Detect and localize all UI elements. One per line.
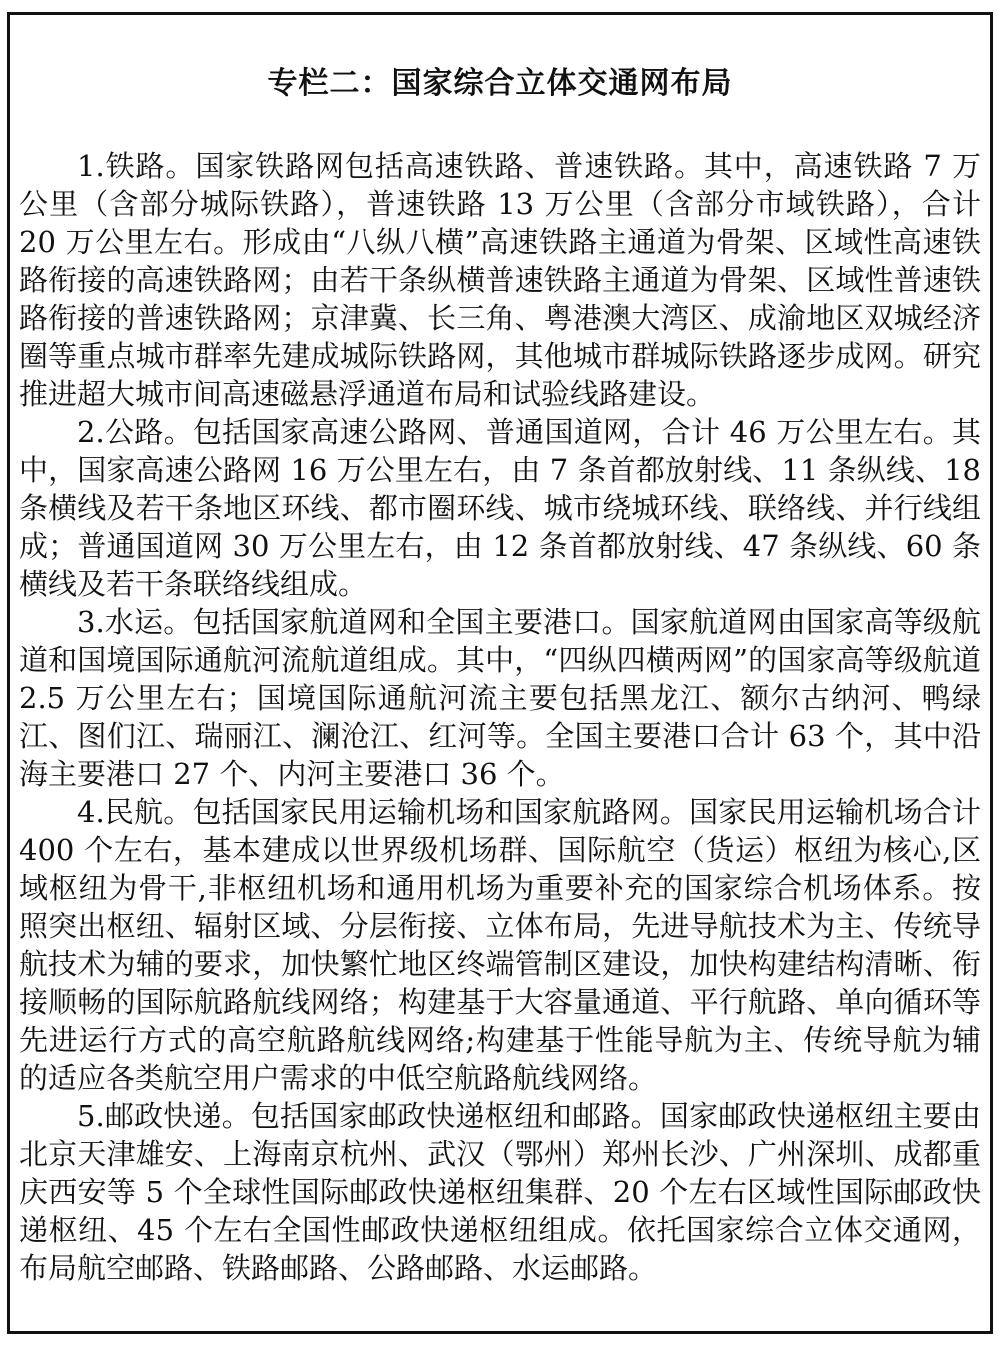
paragraph-water-transport: 3.水运。包括国家航道网和全国主要港口。国家航道网由国家高等级航道和国境国际通航河流航道组成。其中，“四纵四横两网”的国家高等级航道 2.5 万公里左右；国境国际通航河流主要包括黑龙江、额尔古纳河、鸭绿江、图们江、瑞丽江、澜沧江、红河等。全国主要港口合计 63 个，其中沿海主要港口 27 个、内河主要港口 36 个。 [19,605,981,791]
column-box-frame [7,12,993,1334]
column-title: 专栏二：国家综合立体交通网布局 [267,66,733,101]
column-body [19,147,981,1287]
paragraph-civil-aviation: 4.民航。包括国家民用运输机场和国家航路网。国家民用运输机场合计 400 个左右，基本建成以世界级机场群、国际航空（货运）枢纽为核心,区域枢纽为骨干,非枢纽机场和通用机场为重要补充的国家综合机场体系。按照突出枢纽、辐射区域、分层衔接、立体布局，先进导航技术为主、传统导航技术为辅的要求，加快繁忙地区终端管制区建设，加快构建结构清晰、衔接顺畅的国际航路航线网络；构建基于大容量通道、平行航路、单向循环等先进运行方式的高空航路航线网络;构建基于性能导航为主、传统导航为辅的适应各类航空用户需求的中低空航路航线网络。 [19,795,981,1095]
paragraph-highway: 2.公路。包括国家高速公路网、普通国道网，合计 46 万公里左右。其中，国家高速公路网 16 万公里左右，由 7 条首都放射线、11 条纵线、18 条横线及若干条地区环线、都市圈环线、城市绕城环线、联络线、并行线组成；普通国道网 30 万公里左右，由 12 条首都放射线、47 条纵线、60 条横线及若干条联络线组成。 [19,415,981,601]
paragraph-railway: 1.铁路。国家铁路网包括高速铁路、普速铁路。其中，高速铁路 7 万公里（含部分城际铁路），普速铁路 13 万公里（含部分市域铁路），合计 20 万公里左右。形成由“八纵八横”高速铁路主通道为骨架、区域性高速铁路衔接的高速铁路网；由若干条纵横普速铁路主通道为骨架、区域性普速铁路衔接的普速铁路网；京津冀、长三角、粤港澳大湾区、成渝地区双城经济圈等重点城市群率先建成城际铁路网，其他城市群城际铁路逐步成网。研究推进超大城市间高速磁悬浮通道布局和试验线路建设。 [19,149,981,411]
paragraph-postal-express: 5.邮政快递。包括国家邮政快递枢纽和邮路。国家邮政快递枢纽主要由北京天津雄安、上海南京杭州、武汉（鄂州）郑州长沙、广州深圳、成都重庆西安等 5 个全球性国际邮政快递枢纽集群、20 个左右区域性国际邮政快递枢纽、45 个左右全国性邮政快递枢纽组成。依托国家综合立体交通网，布局航空邮路、铁路邮路、公路邮路、水运邮路。 [19,1099,981,1285]
